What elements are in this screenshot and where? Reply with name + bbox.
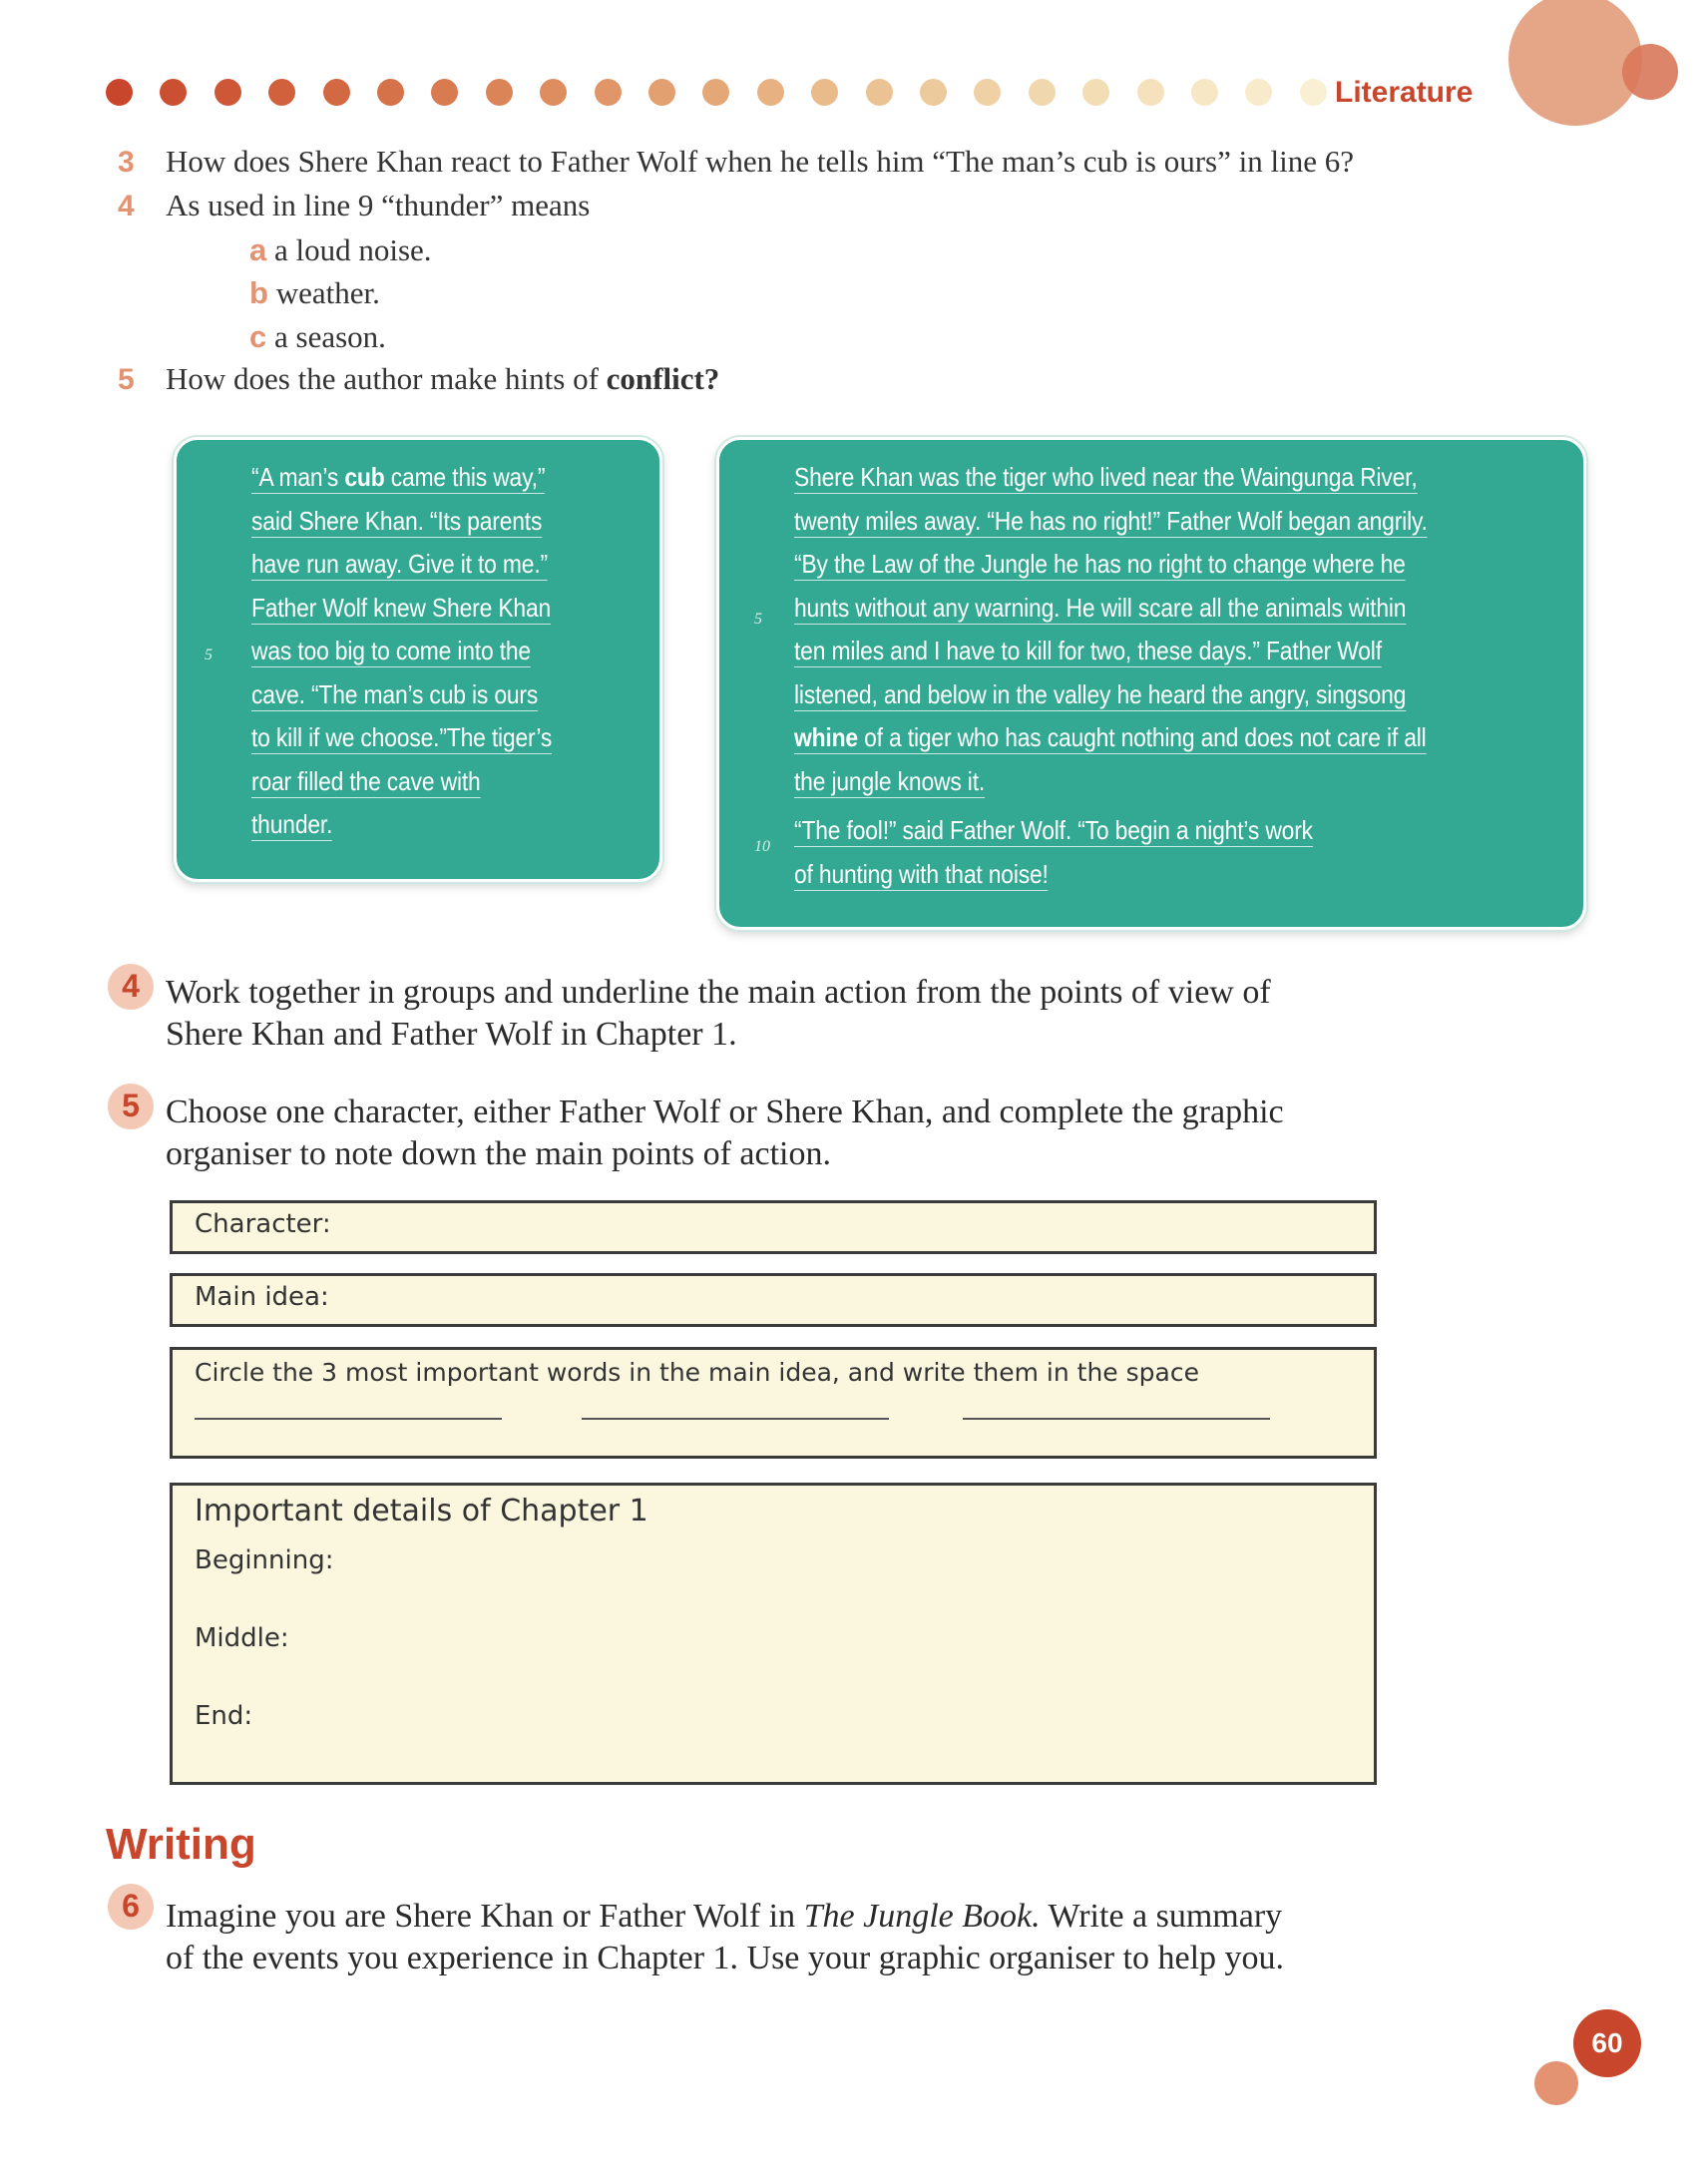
writing-heading: Writing <box>106 1820 256 1869</box>
question-text <box>166 361 719 397</box>
decorative-circle <box>1508 0 1642 126</box>
passage-text: ten miles and I have to kill for two, these days.” Father Wolf <box>794 636 1382 665</box>
option-a <box>249 232 432 268</box>
header-dot <box>1029 79 1056 106</box>
task-line: Choose one character, either Father Wolf or Shere Khan, and complete the graphic <box>166 1093 1284 1130</box>
passage-text: hunts without any warning. He will scare all the animals within <box>794 592 1407 623</box>
task-text <box>166 1092 1284 1175</box>
question-keyword: conflict? <box>606 361 720 396</box>
header-dot <box>648 79 675 106</box>
passage-line <box>251 766 481 798</box>
option-text: a loud noise. <box>274 232 432 267</box>
passage-line <box>251 462 545 494</box>
passage-line <box>251 679 538 711</box>
header-dot <box>866 79 893 106</box>
details-title: Important details of Chapter 1 <box>195 1494 648 1529</box>
book-title: The Jungle Book. <box>803 1898 1041 1935</box>
page-number: 60 <box>1573 2009 1641 2077</box>
passage-text: of a tiger who has caught nothing and does not care if all <box>857 722 1427 752</box>
option-b <box>249 275 380 311</box>
header-dot <box>595 79 622 106</box>
header-dot <box>974 79 1001 106</box>
option-text: a season. <box>274 319 386 354</box>
passage-text: the jungle knows it. <box>794 765 986 796</box>
passage-line <box>794 549 1406 581</box>
decorative-circle-small <box>1534 2061 1578 2105</box>
question-text: How does Shere Khan react to Father Wolf when he tells him “The man’s cub is ours” in line 6? <box>166 144 1354 179</box>
organiser-character-field[interactable] <box>170 1200 1377 1254</box>
option-letter: a <box>249 232 267 267</box>
passage-line <box>794 462 1418 494</box>
header-dot <box>811 79 838 106</box>
passage-line <box>794 859 1049 891</box>
organiser-details-field[interactable] <box>170 1483 1377 1785</box>
task-line-part: Write a summary <box>1040 1898 1283 1935</box>
header-dot <box>1245 79 1272 106</box>
passage-text: listened, and below in the valley he heard the angry, singsong <box>794 678 1407 709</box>
question-text: As used in line 9 “thunder” means <box>166 188 591 222</box>
line-number: 5 <box>205 647 213 663</box>
question-text-plain: How does the author make hints of <box>166 361 607 396</box>
passage-text: roar filled the cave with <box>251 765 481 796</box>
header-dot <box>540 79 567 106</box>
option-letter: c <box>249 319 267 354</box>
passage-text: “A man’s <box>251 462 345 492</box>
task-line: Shere Khan and Father Wolf in Chapter 1. <box>166 1016 737 1053</box>
header-dot <box>1137 79 1164 106</box>
main-idea-label: Main idea: <box>195 1282 329 1312</box>
passage-text: Father Wolf knew Shere Khan <box>251 592 552 623</box>
passage-line <box>251 636 531 667</box>
option-text: weather. <box>275 275 380 310</box>
task-line: Work together in groups and underline the main action from the points of view of <box>166 974 1271 1011</box>
question-number: 5 <box>118 363 135 396</box>
passage-line <box>794 815 1313 847</box>
passage-text: “The fool!” said Father Wolf. “To begin a night’s work <box>794 815 1313 845</box>
header-dot <box>1300 79 1327 106</box>
passage-text: “By the Law of the Jungle he has no right to change where he <box>794 549 1406 579</box>
task-line: organiser to note down the main points of action. <box>166 1135 831 1172</box>
passage-line <box>794 722 1427 754</box>
header-dot <box>1082 79 1109 106</box>
character-label: Character: <box>195 1209 331 1239</box>
header-dot <box>377 79 404 106</box>
header-dot <box>160 79 187 106</box>
passage-line <box>794 506 1428 538</box>
section-label: Literature <box>1335 76 1474 109</box>
answer-blank[interactable] <box>195 1418 502 1420</box>
organiser-main-idea-field[interactable] <box>170 1273 1377 1327</box>
passage-text: said Shere Khan. “Its parents <box>251 505 543 536</box>
passage-line <box>251 506 542 538</box>
passage-line <box>251 549 548 581</box>
line-number: 10 <box>754 838 770 855</box>
passage-line <box>794 679 1406 711</box>
answer-blank[interactable] <box>582 1418 889 1420</box>
header-dot <box>757 79 784 106</box>
question-number: 3 <box>118 146 135 179</box>
passage-text: thunder. <box>251 809 333 839</box>
organiser-key-words-field[interactable] <box>170 1347 1377 1459</box>
header-dot <box>106 79 133 106</box>
circle-instruction: Circle the 3 most important words in the main idea, and write them in the space <box>195 1358 1199 1387</box>
option-c <box>249 319 386 355</box>
header-dot <box>268 79 295 106</box>
task-number-badge: 5 <box>108 1084 154 1129</box>
passage-text: was too big to come into the <box>251 636 531 665</box>
task-number-badge: 4 <box>108 964 154 1010</box>
passage-text: cave. “The man’s cub is ours <box>251 678 539 709</box>
passage-line <box>794 766 985 798</box>
task-text <box>166 972 1271 1056</box>
header-dot <box>1191 79 1218 106</box>
line-number: 5 <box>754 611 762 628</box>
passage-line <box>794 636 1382 667</box>
task-line: of the events you experience in Chapter 1. Use your graphic organiser to help you. <box>166 1940 1285 1976</box>
header-dot <box>920 79 947 106</box>
beginning-label: Beginning: <box>195 1545 334 1575</box>
writing-task-text <box>166 1896 1284 1979</box>
passage-line <box>251 593 551 625</box>
header-dot <box>323 79 350 106</box>
passage-line <box>251 809 332 841</box>
header-dot <box>431 79 458 106</box>
header-dot <box>214 79 241 106</box>
passage-text: have run away. Give it to me.” <box>251 549 548 579</box>
task-line <box>166 1896 1284 1938</box>
passage-text: to kill if we choose.”The tiger’s <box>251 722 553 752</box>
option-letter: b <box>249 275 268 310</box>
header-dot <box>486 79 513 106</box>
passage-line <box>794 593 1406 625</box>
glossary-word: cub <box>344 462 385 492</box>
middle-label: Middle: <box>195 1623 289 1653</box>
decorative-circle-small <box>1622 44 1678 100</box>
task-line-part: Imagine you are Shere Khan or Father Wolf in <box>166 1898 804 1935</box>
header-dot <box>702 79 729 106</box>
answer-blank[interactable] <box>963 1418 1270 1420</box>
end-label: End: <box>195 1701 253 1731</box>
passage-text: came this way,” <box>384 462 546 492</box>
question-number: 4 <box>118 190 135 222</box>
passage-text: twenty miles away. “He has no right!” Father Wolf began angrily. <box>794 505 1428 536</box>
passage-text: Shere Khan was the tiger who lived near the Waingunga River, <box>794 462 1418 492</box>
passage-text: of hunting with that noise! <box>794 858 1049 889</box>
passage-line <box>251 722 552 754</box>
task-number-badge: 6 <box>108 1884 154 1930</box>
glossary-word: whine <box>794 722 858 752</box>
